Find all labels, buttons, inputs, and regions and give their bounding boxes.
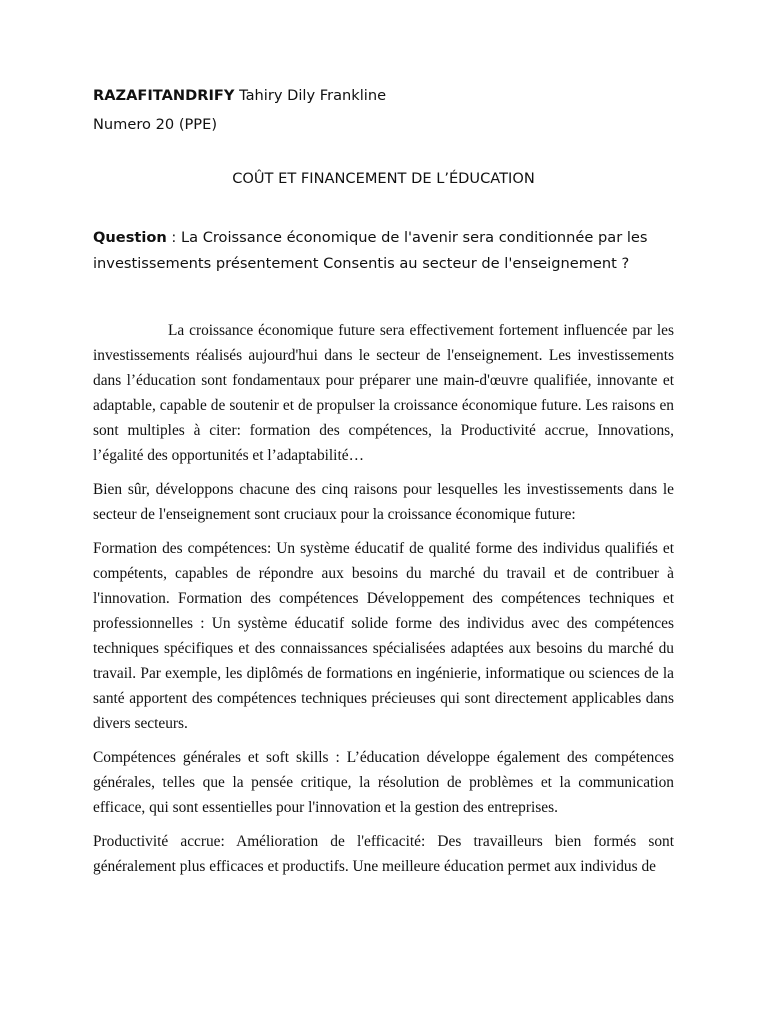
student-number: Numero 20 (PPE) <box>93 116 218 133</box>
question-label: Question <box>93 229 167 246</box>
body-paragraph: Productivité accrue: Amélioration de l'efficacité: Des travailleurs bien formés sont généralement plus efficaces et productifs. Une meilleure éducation permet aux individus de <box>93 833 674 875</box>
document-page <box>93 86 674 879</box>
course-title: COÛT ET FINANCEMENT DE L’ÉDUCATION <box>232 170 535 187</box>
author-line <box>93 86 674 106</box>
body-paragraph: Compétences générales et soft skills : L’éducation développe également des compétences générales, telles que la pensée critique, la résolution de problèmes et la communication efficace, qui sont essentielles pour l'innovation et la gestion des entreprises. <box>93 749 674 816</box>
body-paragraph: Bien sûr, développons chacune des cinq raisons pour lesquelles les investissements dans le secteur de l'enseignement sont cruciaux pour la croissance économique future: <box>93 481 674 523</box>
question <box>93 225 674 276</box>
question-text: : La Croissance économique de l'avenir sera conditionnée par les investissements présentement Consentis au secteur de l'enseignement ? <box>93 229 648 272</box>
body-paragraph: La croissance économique future sera effectivement fortement influencée par les investissements réalisés aujourd'hui dans le secteur de l'enseignement. Les investissements dans l’éducation sont fondamentaux pour préparer une main-d'œuvre qualifiée, innovante et adaptable, capable de soutenir et de propulser la croissance économique future. Les raisons en sont multiples à citer: formation des compétences, la Productivité accrue, Innovations, l’égalité des opportunités et l’adaptabilité… <box>93 322 674 464</box>
author-given-names: Tahiry Dily Frankline <box>234 87 387 104</box>
body-paragraph: Formation des compétences: Un système éducatif de qualité forme des individus qualifiés et compétents, capables de répondre aux besoins du marché du travail et de contribuer à l'innovation. Formation des compétences Développement des compétences techniques et professionnelles : Un système éducatif solide forme des individus avec des compétences techniques spécifiques et des connaissances spécialisées adaptées aux besoins du marché du travail. Par exemple, les diplômés de formations en ingénierie, informatique ou sciences de la santé apportent des compétences techniques précieuses qui sont directement applicables dans divers secteurs. <box>93 540 674 732</box>
author-surname: RAZAFITANDRIFY <box>93 87 235 104</box>
